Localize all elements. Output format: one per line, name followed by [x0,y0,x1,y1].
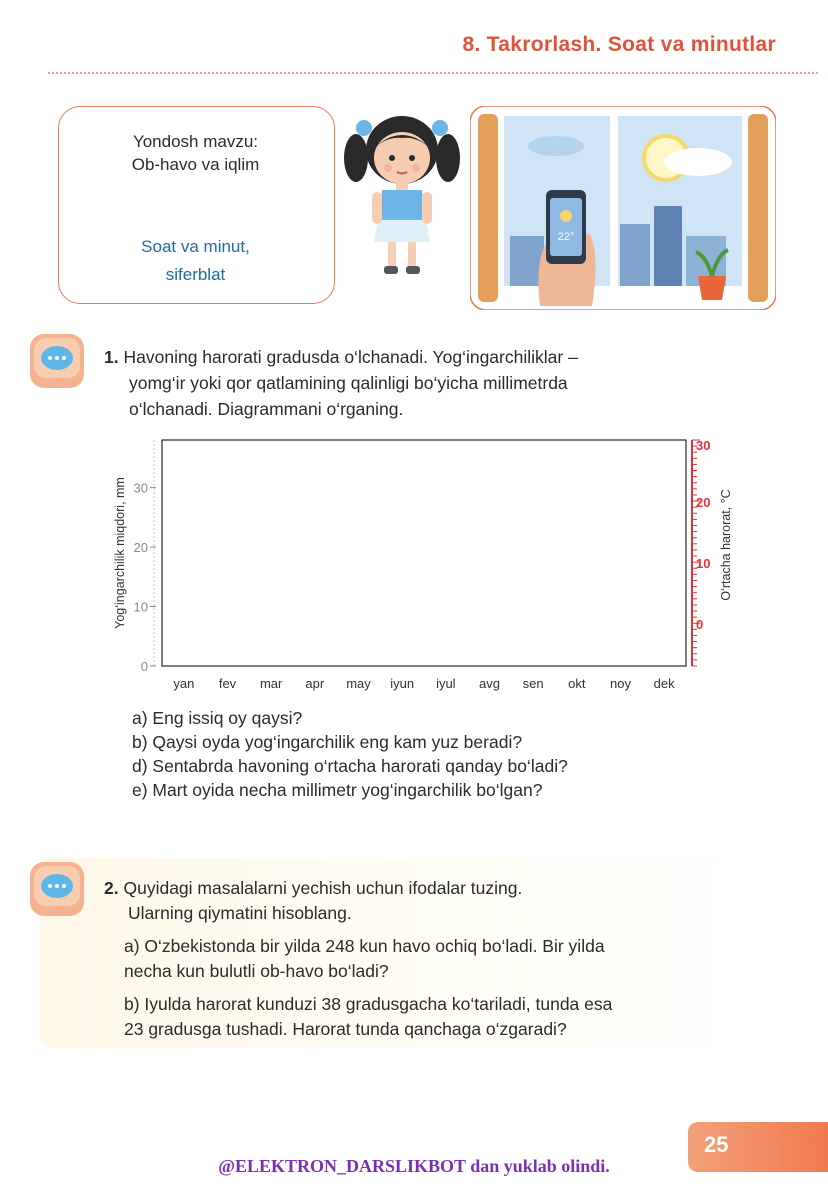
task1-text: Havoning harorati gradusda o‘lchanadi. Yog‘ingarchiliklar – [123,347,578,367]
x-tick-label-noy: noy [610,676,631,691]
chapter-title: 8. Takrorlash. Soat va minutlar [462,33,776,56]
x-tick-label-dek: dek [653,676,675,691]
girl-illustration [342,108,462,278]
y-axis-title: Yog‘ingarchilik miqdori, mm [113,477,127,629]
y2-tick-label: 10 [696,556,711,572]
task2-b-line1: b) Iyulda harorat kunduzi 38 gradusgacha ko‘tariladi, tunda esa [124,994,613,1014]
x-tick-label-mar: mar [259,676,283,691]
chart-axes [113,438,733,691]
topic-subject-line2: siferblat [165,265,226,284]
y-tick-label: 30 [133,480,148,496]
task-icon [28,332,86,390]
footer-credit: @ELEKTRON_DARSLIKBOT dan yuklab olindi. [218,1156,610,1176]
task1-line2: yomg‘ir yoki qor qatlamining qalinligi bo‘yicha millimetrda [129,373,568,393]
question-b: b) Qaysi oyda yog‘ingarchilik eng kam yuz beradi? [132,732,523,752]
y2-tick-label: 20 [696,495,711,511]
y-tick-label: 0 [140,659,148,674]
task1-line1 [104,345,578,369]
task2-text: Quyidagi masalalarni yechish uchun ifodalar tuzing. [123,878,523,898]
task1-line3: o‘lchanadi. Diagrammani o‘rganing. [129,399,404,419]
y-tick-label: 20 [133,540,148,556]
header-divider [48,72,818,74]
y2-tick-label: 30 [696,438,711,453]
question-a: a) Eng issiq oy qaysi? [132,708,303,728]
task2-a-line1: a) O‘zbekistonda bir yilda 248 kun havo ochiq bo‘ladi. Bir yilda [124,936,605,956]
plot-area [162,440,686,666]
x-tick-label-avg: avg [479,676,500,691]
x-tick-label-iyul: iyul [436,676,456,691]
phone-temperature: 22° [557,231,575,243]
window-weather-illustration [470,106,776,310]
x-tick-label-may: may [346,676,371,691]
x-tick-label-sen: sen [522,676,544,691]
task2-number: 2. [104,878,119,898]
x-tick-label-iyun: iyun [390,676,415,691]
question-d: d) Sentabrda havoning o‘rtacha harorati qanday bo‘ladi? [132,756,568,776]
y2-tick-label: 0 [696,617,704,633]
topic-subject-line1: Soat va minut, [141,237,250,256]
x-tick-label-fev: fev [218,676,237,691]
topic-name: Ob-havo va iqlim [131,155,260,174]
task2-a-line2: necha kun bulutli ob-havo bo‘ladi? [124,961,389,981]
task1-number: 1. [104,347,119,367]
x-tick-label-apr: apr [305,676,325,691]
page-number: 25 [704,1132,729,1157]
question-e: e) Mart oyida necha millimetr yog‘ingarchilik bo‘lgan? [132,780,543,800]
x-tick-label-okt: okt [568,676,586,691]
task2-line1 [104,876,522,900]
y-tick-label: 10 [133,599,148,615]
x-tick-label-yan: yan [173,676,195,691]
y2-axis-title: O‘rtacha harorat, °C [719,489,733,601]
task2-b-line2: 23 gradusga tushadi. Harorat tunda qanchaga o‘zgaradi? [124,1019,567,1039]
task-icon [28,860,86,918]
task2-line2: Ularning qiymatini hisoblang. [128,903,352,923]
climate-chart [108,430,748,698]
topic-label: Yondosh mavzu: [132,132,259,151]
